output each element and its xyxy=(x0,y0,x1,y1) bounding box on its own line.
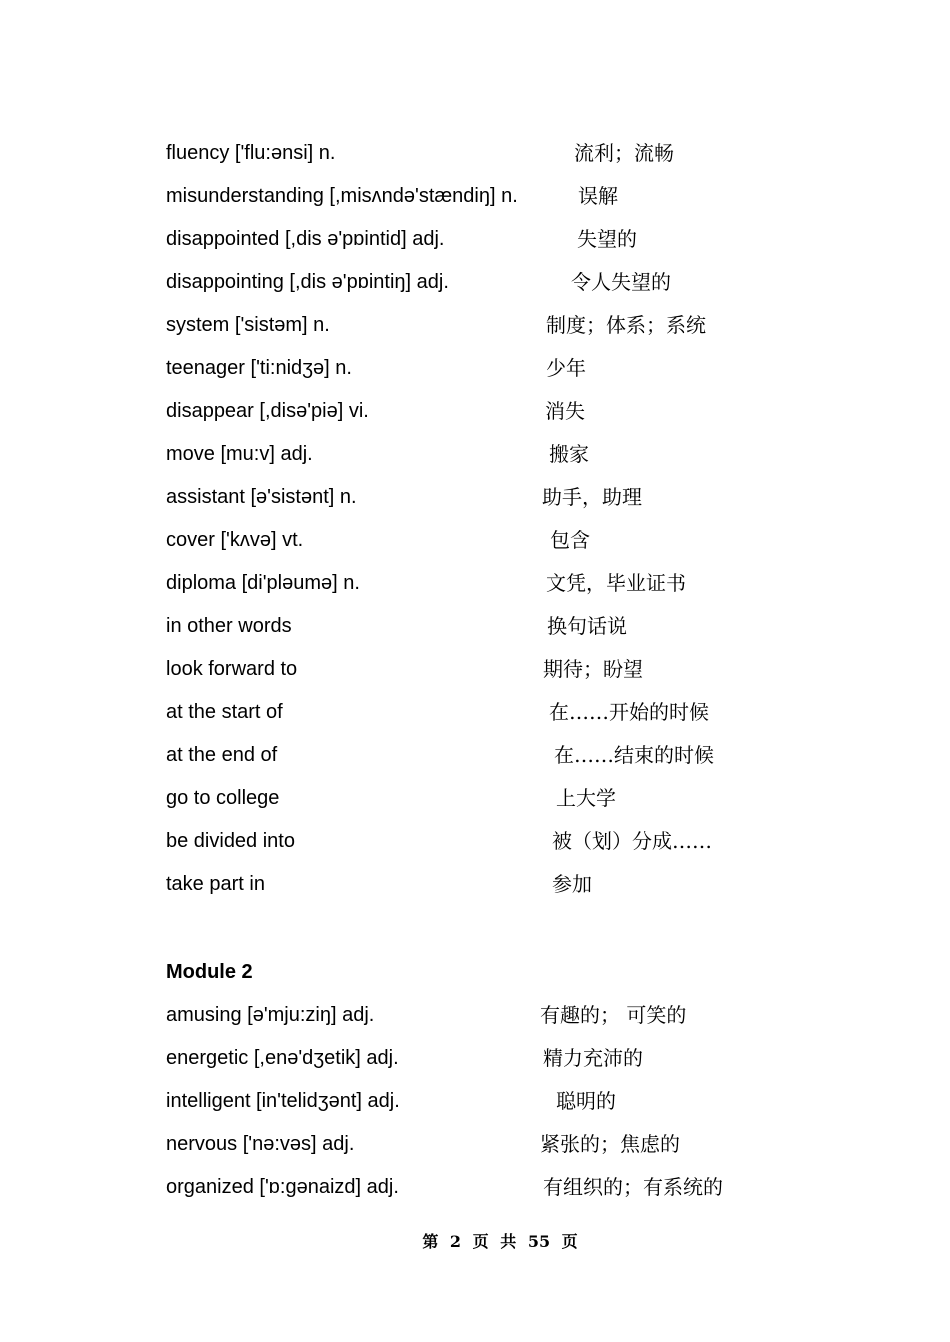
vocab-entry xyxy=(0,1172,950,1202)
vocab-entry xyxy=(0,783,950,813)
entry-term: at the end of xyxy=(166,744,278,766)
total-page-count: 55 xyxy=(527,1232,551,1251)
entry-meaning: 包含 xyxy=(550,528,590,552)
vocab-entry xyxy=(0,654,950,684)
entry-meaning: 误解 xyxy=(578,184,618,208)
entry-meaning: 有趣的； 可笑的 xyxy=(540,1003,687,1027)
entry-term: misunderstanding [,misʌndə'stændiŋ] n. xyxy=(166,185,518,207)
entry-term: diploma [di'pləumə] n. xyxy=(166,572,360,594)
vocab-entry xyxy=(0,181,950,211)
entry-meaning: 期待；盼望 xyxy=(543,657,643,681)
entry-term: cover ['kʌvə] vt. xyxy=(166,529,304,551)
vocab-entry xyxy=(0,568,950,598)
entry-term: organized ['ɒ:gənaizd] adj. xyxy=(166,1176,399,1198)
entry-meaning: 失望的 xyxy=(577,227,637,251)
entry-term: take part in xyxy=(166,873,265,895)
vocab-entry xyxy=(0,611,950,641)
entry-meaning: 文凭，毕业证书 xyxy=(546,571,686,595)
entry-term: assistant [ə'sistənt] n. xyxy=(166,486,357,508)
entry-term: be divided into xyxy=(166,830,295,852)
entry-meaning: 流利；流畅 xyxy=(574,141,674,165)
entry-term: fluency ['flu:ənsi] n. xyxy=(166,142,336,164)
entry-meaning: 少年 xyxy=(546,356,586,380)
footer-total-word: 共 xyxy=(500,1232,517,1251)
entry-meaning: 搬家 xyxy=(549,442,589,466)
vocab-entry xyxy=(0,1043,950,1073)
vocab-entry xyxy=(0,482,950,512)
entry-meaning: 有组织的；有系统的 xyxy=(543,1175,723,1199)
vocab-entry xyxy=(0,525,950,555)
entry-term: disappointed [,dis ə'pɒintid] adj. xyxy=(166,228,445,250)
entry-term: nervous ['nə:vəs] adj. xyxy=(166,1133,355,1155)
entry-term: at the start of xyxy=(166,701,283,723)
vocab-entry xyxy=(0,310,950,340)
vocab-entry xyxy=(0,439,950,469)
vocab-entry xyxy=(0,224,950,254)
footer-prefix: 第 xyxy=(422,1232,439,1251)
vocab-entry xyxy=(0,1086,950,1116)
entry-term: amusing [ə'mju:ziŋ] adj. xyxy=(166,1004,375,1026)
entry-term: disappointing [,dis ə'pɒintiŋ] adj. xyxy=(166,271,449,293)
entry-meaning: 换句话说 xyxy=(547,614,627,638)
entry-meaning: 在……开始的时候 xyxy=(549,700,709,724)
vocab-entry xyxy=(0,697,950,727)
entry-meaning: 在……结束的时候 xyxy=(554,743,714,767)
entry-term: disappear [,disə'piə] vi. xyxy=(166,400,369,422)
vocab-entry xyxy=(0,1000,950,1030)
vocab-entry xyxy=(0,826,950,856)
current-page-number: 2 xyxy=(449,1232,462,1251)
entry-meaning: 被（划）分成…… xyxy=(552,829,712,853)
entry-term: move [mu:v] adj. xyxy=(166,443,313,465)
entry-term: look forward to xyxy=(166,658,298,680)
vocab-entry xyxy=(0,396,950,426)
entry-meaning: 上大学 xyxy=(556,786,616,810)
vocab-entry xyxy=(0,740,950,770)
entry-term: system ['sistəm] n. xyxy=(166,314,330,336)
entry-meaning: 制度；体系；系统 xyxy=(546,313,706,337)
vocab-entry xyxy=(0,138,950,168)
page-footer xyxy=(0,1230,950,1254)
entry-term: intelligent [in'telidʒənt] adj. xyxy=(166,1090,400,1112)
entry-term: teenager ['ti:nidʒə] n. xyxy=(166,357,352,379)
entry-meaning: 精力充沛的 xyxy=(543,1046,643,1070)
module-heading: Module 2 xyxy=(166,961,253,983)
entry-term: go to college xyxy=(166,787,280,809)
entry-meaning: 令人失望的 xyxy=(571,270,671,294)
vocab-entry xyxy=(0,1129,950,1159)
entry-meaning: 聪明的 xyxy=(556,1089,616,1113)
footer-page-word: 页 xyxy=(472,1232,489,1251)
entry-meaning: 紧张的；焦虑的 xyxy=(540,1132,680,1156)
entry-meaning: 助手，助理 xyxy=(542,485,642,509)
entry-term: in other words xyxy=(166,615,292,637)
vocab-entry xyxy=(0,353,950,383)
vocab-entry xyxy=(0,267,950,297)
footer-suffix: 页 xyxy=(561,1232,578,1251)
entry-meaning: 消失 xyxy=(545,399,585,423)
vocab-entry xyxy=(0,869,950,899)
entry-term: energetic [,enə'dʒetik] adj. xyxy=(166,1047,399,1069)
entry-meaning: 参加 xyxy=(552,872,592,896)
